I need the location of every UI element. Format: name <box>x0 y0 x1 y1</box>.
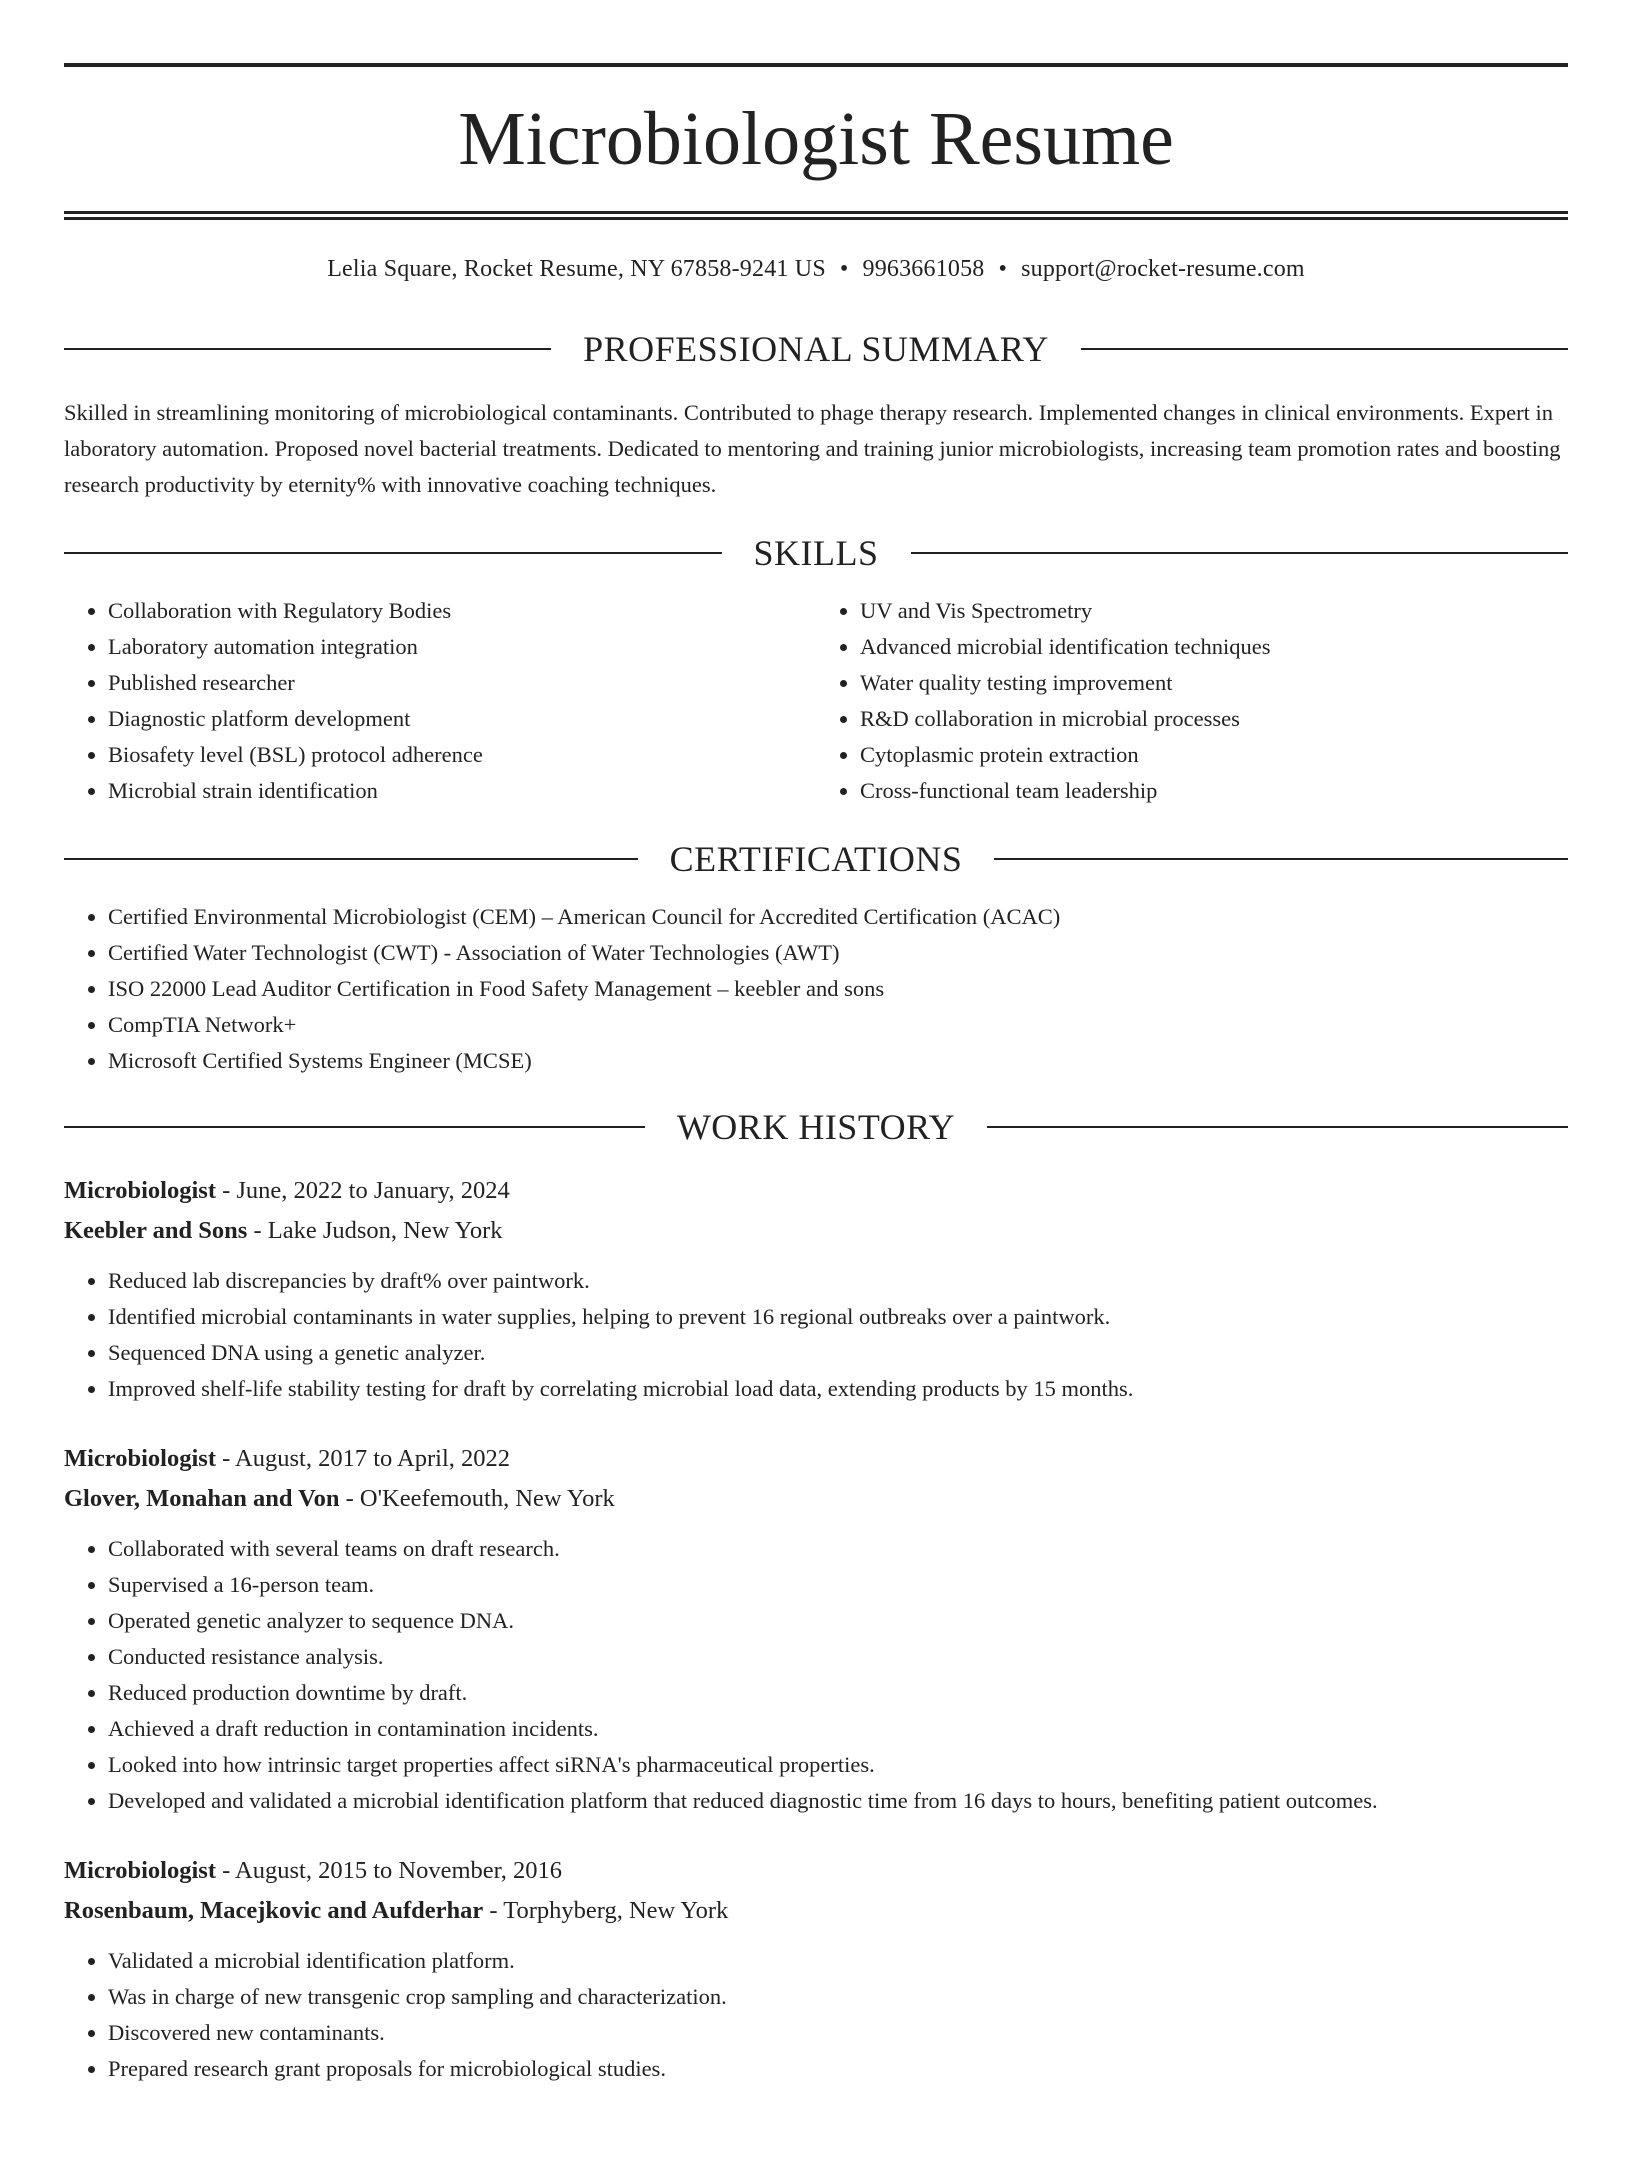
job-bullet: • Improved shelf-life stability testing for draft by correlating microbial load data, extending products by 15 months. <box>108 1371 1568 1407</box>
job-dates: - August, 2017 to April, 2022 <box>215 1445 510 1472</box>
job-company-line <box>64 1211 1568 1251</box>
certification-item: • CompTIA Network+ <box>108 1007 1568 1043</box>
job-location: - O'Keefemouth, New York <box>339 1485 615 1512</box>
section-rule-right <box>994 858 1568 860</box>
certification-item: • Certified Environmental Microbiologist (CEM) – American Council for Accredited Certification (ACAC) <box>108 899 1568 935</box>
resume-page <box>0 63 1632 2175</box>
job-company: Rosenbaum, Macejkovic and Aufderhar <box>64 1897 484 1924</box>
job-entry <box>64 1851 1568 2087</box>
job-title-line <box>64 1851 1568 1891</box>
skill-item: • R&D collaboration in microbial processes <box>860 701 1568 737</box>
skill-item: • Diagnostic platform development <box>108 701 816 737</box>
section-rule-right <box>1081 348 1568 350</box>
certifications-heading: CERTIFICATIONS <box>669 839 963 879</box>
skills-heading: SKILLS <box>753 533 879 573</box>
job-bullet: • Achieved a draft reduction in contamination incidents. <box>108 1711 1568 1747</box>
summary-text: Skilled in streamlining monitoring of microbiological contaminants. Contributed to phage therapy research. Implemented changes in clinical environments. Expert in laboratory automation. Proposed novel bacterial treatments. Dedicated to mentoring and training junior microbiologists, increasing team promotion rates and boosting research productivity by eternity% with innovative coaching techniques. <box>64 400 1561 497</box>
title-double-rule <box>64 211 1568 220</box>
skill-item: • Laboratory automation integration <box>108 629 816 665</box>
skill-item: • Advanced microbial identification techniques <box>860 629 1568 665</box>
contact-email: support@rocket-resume.com <box>1021 256 1305 282</box>
job-company: Glover, Monahan and Von <box>64 1485 340 1512</box>
job-title-line <box>64 1439 1568 1479</box>
job-bullet: • Prepared research grant proposals for microbiological studies. <box>108 2051 1568 2087</box>
skills-section-header <box>64 535 1568 571</box>
section-rule-right <box>911 552 1569 554</box>
skill-item: • Microbial strain identification <box>108 773 816 809</box>
job-company-line <box>64 1479 1568 1519</box>
job-entry <box>64 1439 1568 1819</box>
work-heading: WORK HISTORY <box>676 1107 956 1147</box>
job-entry <box>64 1171 1568 1407</box>
job-bullet: • Supervised a 16-person team. <box>108 1567 1568 1603</box>
contact-address: Lelia Square, Rocket Resume, NY 67858-9241 US <box>327 256 826 282</box>
certifications-section-header <box>64 841 1568 877</box>
skill-item: • Cross-functional team leadership <box>860 773 1568 809</box>
job-bullet: • Validated a microbial identification platform. <box>108 1943 1568 1979</box>
skills-column-left <box>64 593 816 809</box>
contact-line <box>64 256 1568 283</box>
job-bullet: • Reduced production downtime by draft. <box>108 1675 1568 1711</box>
section-rule-left <box>64 858 638 860</box>
contact-separator: • <box>998 256 1008 282</box>
job-title-line <box>64 1171 1568 1211</box>
contact-phone: 9963661058 <box>862 256 985 282</box>
certification-item: • Certified Water Technologist (CWT) - Association of Water Technologies (AWT) <box>108 935 1568 971</box>
certification-item: • ISO 22000 Lead Auditor Certification in Food Safety Management – keebler and sons <box>108 971 1568 1007</box>
job-dates: - June, 2022 to January, 2024 <box>215 1177 510 1204</box>
section-rule-right <box>987 1126 1568 1128</box>
job-bullet: • Conducted resistance analysis. <box>108 1639 1568 1675</box>
certifications-list <box>64 899 1568 1079</box>
job-bullet: • Sequenced DNA using a genetic analyzer. <box>108 1335 1568 1371</box>
job-bullets <box>64 1943 1568 2087</box>
skill-item: • Published researcher <box>108 665 816 701</box>
skill-item: • UV and Vis Spectrometry <box>860 593 1568 629</box>
skill-item: • Collaboration with Regulatory Bodies <box>108 593 816 629</box>
job-title: Microbiologist <box>64 1177 216 1204</box>
skills-list <box>64 593 1568 809</box>
job-title: Microbiologist <box>64 1445 216 1472</box>
job-location: - Torphyberg, New York <box>483 1897 729 1924</box>
skill-item: • Water quality testing improvement <box>860 665 1568 701</box>
section-rule-left <box>64 1126 645 1128</box>
job-bullets <box>64 1531 1568 1819</box>
summary-section-header <box>64 331 1568 367</box>
job-bullet: • Reduced lab discrepancies by draft% over paintwork. <box>108 1263 1568 1299</box>
section-rule-left <box>64 348 551 350</box>
summary-heading: PROFESSIONAL SUMMARY <box>583 329 1049 369</box>
job-bullet: • Was in charge of new transgenic crop sampling and characterization. <box>108 1979 1568 2015</box>
job-bullets <box>64 1263 1568 1407</box>
resume-title: Microbiologist Resume <box>458 97 1174 181</box>
job-location: - Lake Judson, New York <box>247 1217 503 1244</box>
job-bullet: • Discovered new contaminants. <box>108 2015 1568 2051</box>
job-bullet: • Identified microbial contaminants in water supplies, helping to prevent 16 regional outbreaks over a paintwork. <box>108 1299 1568 1335</box>
certification-item: • Microsoft Certified Systems Engineer (MCSE) <box>108 1043 1568 1079</box>
section-rule-left <box>64 552 722 554</box>
contact-separator: • <box>839 256 849 282</box>
work-section-header <box>64 1109 1568 1145</box>
skill-item: • Biosafety level (BSL) protocol adherence <box>108 737 816 773</box>
job-bullet: • Developed and validated a microbial identification platform that reduced diagnostic time from 16 days to hours, benefiting patient outcomes. <box>108 1783 1568 1819</box>
job-bullet: • Looked into how intrinsic target properties affect siRNA's pharmaceutical properties. <box>108 1747 1568 1783</box>
job-company-line <box>64 1891 1568 1931</box>
job-bullet: • Operated genetic analyzer to sequence DNA. <box>108 1603 1568 1639</box>
job-company: Keebler and Sons <box>64 1217 248 1244</box>
skill-item: • Cytoplasmic protein extraction <box>860 737 1568 773</box>
job-bullet: • Collaborated with several teams on draft research. <box>108 1531 1568 1567</box>
job-dates: - August, 2015 to November, 2016 <box>215 1857 563 1884</box>
skills-column-right <box>816 593 1568 809</box>
job-title: Microbiologist <box>64 1857 216 1884</box>
